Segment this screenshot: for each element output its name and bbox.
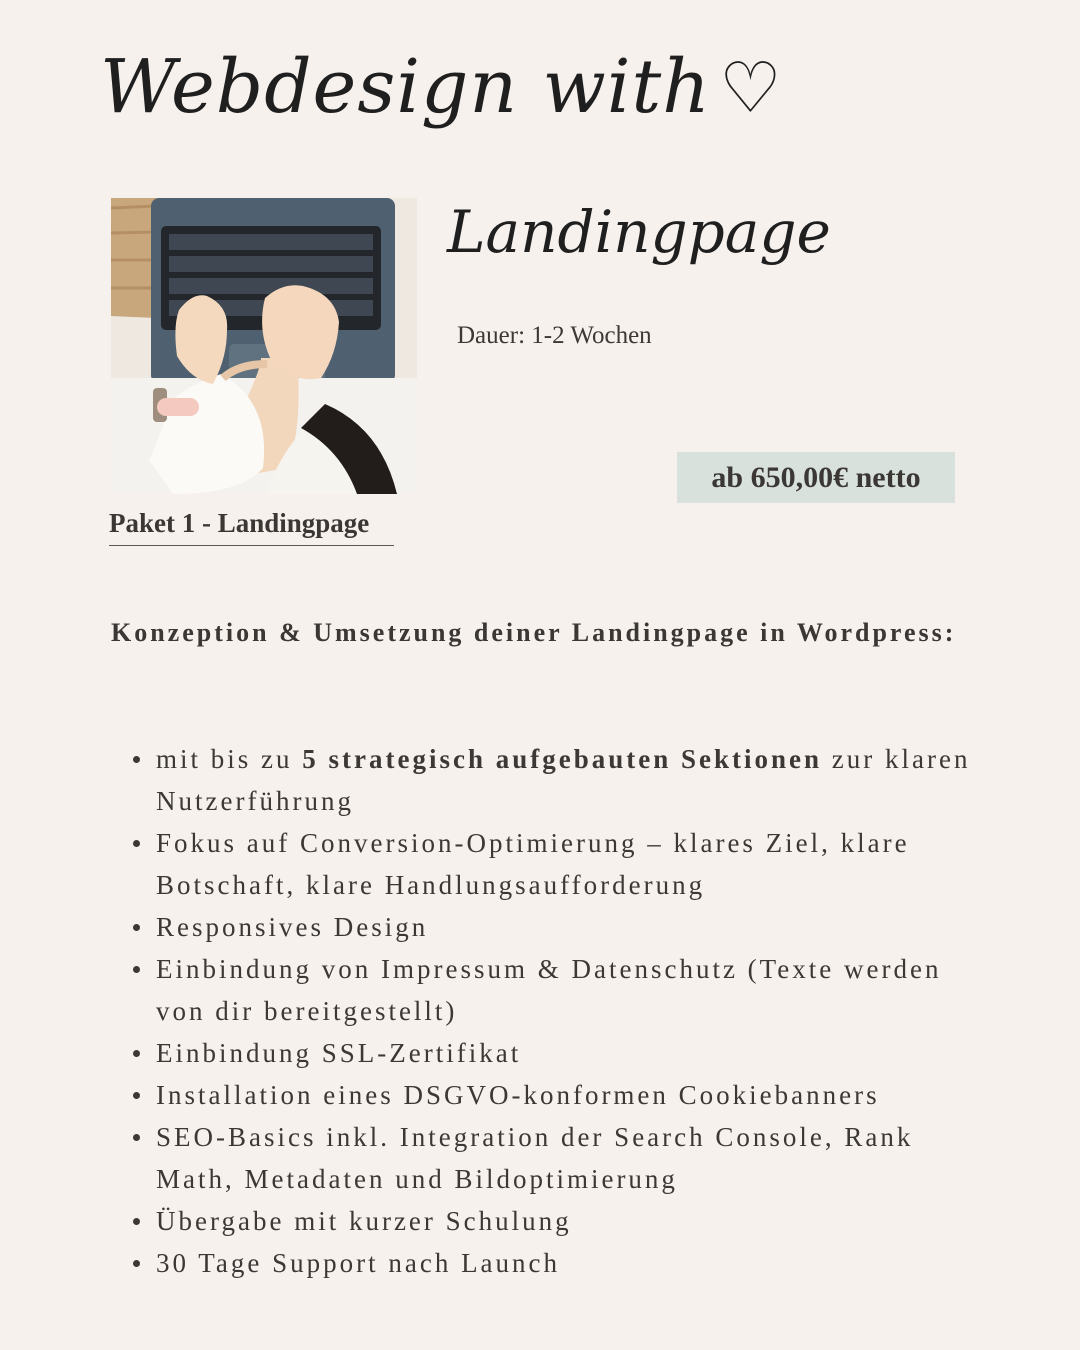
page-title-text: Webdesign with	[100, 44, 711, 130]
feature-item: Installation eines DSGVO-konformen Cookiebanners	[111, 1074, 991, 1116]
feature-item: Einbindung von Impressum & Datenschutz (Texte werden von dir bereitgestellt)	[111, 948, 991, 1032]
package-label: Paket 1 - Landingpage	[109, 508, 394, 546]
duration-text: Dauer: 1-2 Wochen	[457, 322, 652, 349]
laptop-typing-photo	[111, 198, 417, 494]
page-title	[100, 44, 783, 130]
package-subtitle: Landingpage	[447, 198, 831, 266]
feature-item: Übergabe mit kurzer Schulung	[111, 1200, 991, 1242]
feature-item: Einbindung SSL-Zertifikat	[111, 1032, 991, 1074]
price-badge	[677, 452, 955, 503]
feature-item: mit bis zu 5 strategisch aufgebauten Sektionen zur klaren Nutzerführung	[111, 738, 991, 822]
price-text: ab 650,00€ netto	[711, 460, 921, 494]
intro-heading: Konzeption & Umsetzung deiner Landingpage in Wordpress:	[111, 618, 957, 647]
feature-item: Responsives Design	[111, 906, 991, 948]
feature-item: Fokus auf Conversion-Optimierung – klares Ziel, klare Botschaft, klare Handlungsaufforderung	[111, 822, 991, 906]
feature-item: SEO-Basics inkl. Integration der Search Console, Rank Math, Metadaten und Bildoptimierung	[111, 1116, 991, 1200]
heart-outline-icon: ♡	[718, 47, 783, 129]
feature-list	[111, 738, 991, 1284]
feature-item: 30 Tage Support nach Launch	[111, 1242, 991, 1284]
